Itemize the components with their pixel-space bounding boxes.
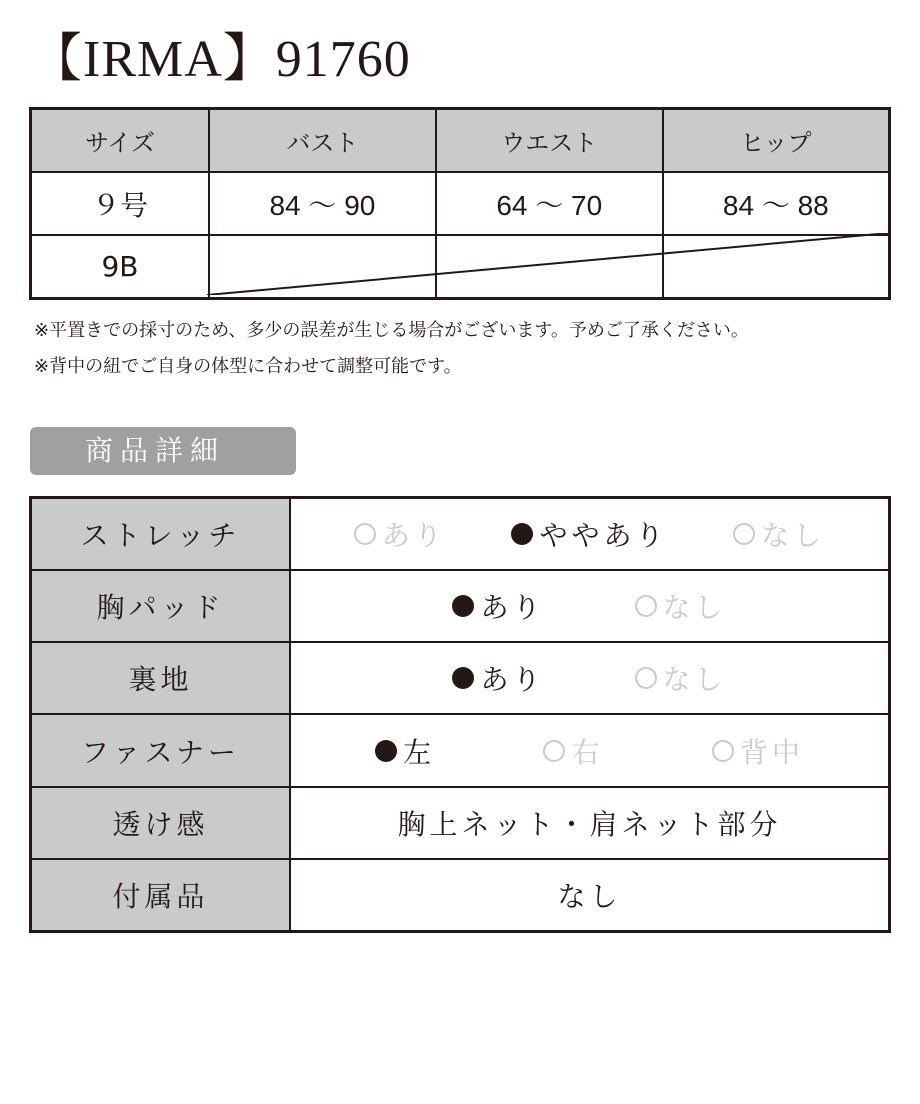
option-stretch-no: なし xyxy=(733,514,825,554)
option-pad-yes: あり xyxy=(452,586,544,626)
table-row xyxy=(31,787,890,859)
header-hip: ヒップ xyxy=(663,109,890,173)
empty-circle-icon xyxy=(635,667,657,689)
option-fastener-back: 背中 xyxy=(712,731,804,771)
section-title-product-details: 商品詳細 xyxy=(30,427,296,475)
value-accessories: なし xyxy=(290,859,890,932)
filled-circle-icon xyxy=(452,667,474,689)
filled-circle-icon xyxy=(375,740,397,762)
table-row xyxy=(31,172,890,235)
label-stretch: ストレッチ xyxy=(31,498,291,571)
option-lining-no: なし xyxy=(635,658,727,698)
notes xyxy=(34,313,749,385)
value-sheer: 胸上ネット・肩ネット部分 xyxy=(290,787,890,859)
label-sheer: 透け感 xyxy=(31,787,291,859)
empty-circle-icon xyxy=(354,523,376,545)
hip-cell: 84 ～ 88 xyxy=(663,172,890,235)
detail-table xyxy=(29,496,891,933)
waist-cell xyxy=(436,235,663,299)
label-accessories: 付属品 xyxy=(31,859,291,932)
empty-circle-icon xyxy=(635,595,657,617)
table-row xyxy=(31,235,890,299)
size-cell: 9B xyxy=(31,235,210,299)
table-row xyxy=(31,498,890,571)
table-row xyxy=(31,714,890,786)
hip-cell xyxy=(663,235,890,299)
bust-cell: 84 ～ 90 xyxy=(209,172,436,235)
option-lining-yes: あり xyxy=(452,658,544,698)
table-row xyxy=(31,642,890,714)
header-size: サイズ xyxy=(31,109,210,173)
value-lining xyxy=(290,642,890,714)
filled-circle-icon xyxy=(511,523,533,545)
table-row xyxy=(31,859,890,932)
value-pad xyxy=(290,570,890,642)
note-measurement: ※平置きでの採寸のため、多少の誤差が生じる場合がございます。予めご了承ください。 xyxy=(34,320,749,341)
empty-circle-icon xyxy=(712,740,734,762)
table-row xyxy=(31,570,890,642)
value-stretch xyxy=(290,498,890,571)
option-fastener-right: 右 xyxy=(543,731,603,771)
empty-circle-icon xyxy=(543,740,565,762)
filled-circle-icon xyxy=(452,595,474,617)
option-stretch-slight: ややあり xyxy=(511,514,667,554)
size-table xyxy=(29,107,891,300)
label-pad: 胸パッド xyxy=(31,570,291,642)
bust-cell xyxy=(209,235,436,299)
label-fastener: ファスナー xyxy=(31,714,291,786)
option-pad-no: なし xyxy=(635,586,727,626)
empty-circle-icon xyxy=(733,523,755,545)
note-adjustable: ※背中の紐でご自身の体型に合わせて調整可能です。 xyxy=(34,356,462,377)
header-bust: バスト xyxy=(209,109,436,173)
size-cell: ９号 xyxy=(31,172,210,235)
waist-cell: 64 ～ 70 xyxy=(436,172,663,235)
option-stretch-yes: あり xyxy=(354,514,446,554)
label-lining: 裏地 xyxy=(31,642,291,714)
header-waist: ウエスト xyxy=(436,109,663,173)
product-title: 【IRMA】91760 xyxy=(30,31,411,88)
size-table-header-row xyxy=(31,109,890,173)
value-fastener xyxy=(290,714,890,786)
option-fastener-left: 左 xyxy=(375,731,435,771)
